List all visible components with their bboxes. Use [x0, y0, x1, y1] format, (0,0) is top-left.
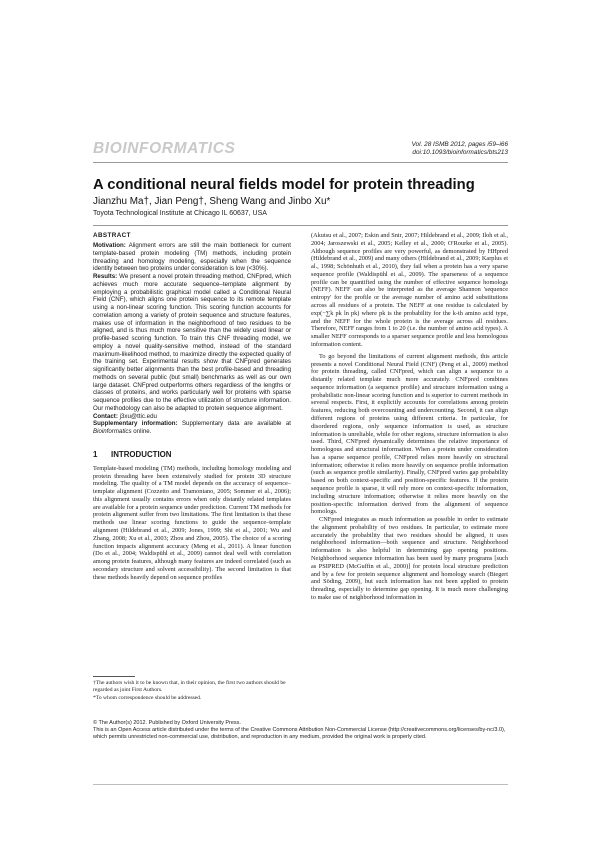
- results-text: We present a novel protein threading method, CNFpred, which achieves much more accurate sequence–template alignment by employing a probabilistic graphical model called a Conditional Neural Field (CNF), which aligns one protein sequence to its remote template using a non-linear scoring function. This scoring function accounts for correlation among a variety of protein sequence and structure features, makes use of information in the neighborhood of two residues to be aligned, and is thus much more sensitive than the widely used linear or profile-based scoring function. To train this CNF threading model, we employ a novel quality-sensitive method, instead of the standard maximum-likelihood method, to maximize directly the expected quality of the training set. Experimental results show that CNFpred generates significantly better alignments than the best profile-based and threading methods on several public (but small) benchmarks as well as our own large dataset. CNFpred outperforms others regardless of the lengths or classes of proteins, and works particularly well for proteins with sparse sequence profiles due to the effective utilization of structure information. Our methodology can also be adapted to protein sequence alignment.: [93, 273, 291, 412]
- supplementary-journal: Bioinformatics: [93, 428, 132, 435]
- section-title: INTRODUCTION: [111, 449, 172, 459]
- header-rule: [93, 162, 508, 163]
- doi-line: doi:10.1093/bioinformatics/bts213: [412, 149, 508, 157]
- section-number: 1: [93, 449, 98, 459]
- right-paragraph-3: CNFpred integrates as much information as possible in order to estimate the alignment probability of two residues. In particular, to estimate more accurately the probability that two residues should be aligned, it uses neighborhood information—both sequence and structure. Neighborhood information is also helpful in determining gap opening positions. Neighborhood sequence information has been used by many programs [such as PSIPRED (McGuffin et al., 2000)] for protein local structure prediction and by a few for protein sequence alignment and homology search (Biegert and Söding, 2009), but such information has not been applied to protein threading, especially to determine gap opening. It is much more challenging to make use of neighborhood information in: [311, 516, 508, 601]
- copyright-line: © The Author(s) 2012. Published by Oxford University Press.: [93, 720, 241, 726]
- abstract-results: [93, 273, 291, 413]
- license-block: [93, 720, 508, 742]
- abstract-supplementary: [93, 420, 291, 436]
- volume-info: [404, 141, 508, 158]
- supplementary-end: online.: [131, 428, 152, 435]
- abstract-heading: ABSTRACT: [93, 232, 131, 239]
- abstract-motivation: [93, 242, 291, 273]
- right-column: [311, 232, 508, 704]
- right-paragraph-continued: (Akutsu et al., 2007; Eskin and Snir, 2007; Hildebrand et al., 2009; Iloh et al., 2004; Jaroszewski et al., 2005; Kelley et al., 2000; O'Rourke et al., 2005). Although sequence profiles are very powerful, as demonstrated by HHpred (Hildebrand et al., 2009) and many others (Hildebrand et al., 2009; Karplus et al., 1998; Schönhuth et al., 2010), they fail when a protein has a very sparse sequence profile (Waldispühl et al., 2009). The sparseness of a sequence profile can be quantified using the number of effective sequence homologs (NEFF). NEFF can also be interpreted as the average Shannon 'sequence entropy' for the profile or the average number of amino acid substitutions across all residues of a protein. The NEFF at one residue is calculated by exp(−∑k pk ln pk) where pk is the probability for the k-th amino acid type, and the NEFF for the whole protein is the average across all residues. Therefore, NEFF ranges from 1 to 20 (i.e. the number of amino acid types). A smaller NEFF corresponds to a sparser sequence profile and less homologous information content.: [311, 232, 508, 348]
- right-paragraph-2: To go beyond the limitations of current alignment methods, this article presents a novel Conditional Neural Field (CNF) (Peng et al., 2009) method for protein threading, called CNFpred, which can align a sequence to a distantly related template much more accurately. CNFpred combines sequence information (a sequence profile) and structure information using a probabilistic non-linear scoring function and is superior to current methods in several respects. First, it explicitly accounts for correlations among protein features, reducing both overcounting and undercounting. Second, it can align different regions of proteins using different criteria. In particular, for disordered regions, only sequence information is used, as structure information is unreliable, while for other regions, structure information is also used. Third, CNFpred dynamically determines the relative importance of homologous and structural information. When a protein under consideration has a sparse sequence profile, CNFpred relies more heavily on structural information; otherwise it relies more heavily on sequence profile information (such as sequence profile similarity). Finally, CNFpred varies gap probability based on both context-specific and position-specific features. If the protein sequence profile is sparse, it will rely more on context-specific information, including structure information; otherwise it relies more heavily on the position-specific information derived from the alignment of sequence homologs.: [311, 352, 508, 516]
- footnote-joint-authors: †The authors wish it to be known that, in their opinion, the first two authors should be regarded as joint First Authors.: [93, 680, 286, 693]
- results-label: Results:: [93, 273, 118, 280]
- section-heading-introduction: [93, 450, 291, 459]
- abstract-contact: [93, 413, 291, 421]
- paper-title: A conditional neural fields model for protein threading: [93, 177, 475, 193]
- motivation-label: Motivation:: [93, 242, 126, 249]
- title-rule: [93, 225, 508, 226]
- supplementary-label: Supplementary information:: [93, 420, 178, 428]
- footnotes: [93, 680, 291, 703]
- bottom-rule: [93, 784, 508, 785]
- motivation-text: Alignment errors are still the main bottleneck for current template-based protein modeling (TM) methods, including protein threading and homology modeling, especially when the sequence identity between two proteins under consideration is low (<30%).: [93, 242, 291, 273]
- supplementary-text: Supplementary data are available at: [177, 420, 291, 428]
- volume-line: Vol. 28 ISMB 2012, pages i59–i66: [411, 141, 508, 148]
- left-column: [93, 232, 291, 662]
- contact-email: j3xu@ttic.edu: [117, 412, 157, 420]
- license-text: This is an Open Access article distributed under the terms of the Creative Commons Attribution Non-Commercial License (http://creativecommons.org/licenses/by-nc/3.0), which permits unrestricted non-commercial use, distribution, and reproduction in any medium, provided the original work is properly cited.: [93, 727, 506, 741]
- footnote-rule: [93, 676, 135, 677]
- footnote-correspondence: *To whom correspondence should be addressed.: [93, 695, 202, 701]
- journal-name: BIOINFORMATICS: [93, 140, 236, 157]
- affiliation: Toyota Technological Institute at Chicago IL 60637, USA: [93, 210, 267, 217]
- author-list: Jianzhu Ma†, Jian Peng†, Sheng Wang and Jinbo Xu*: [93, 196, 331, 207]
- intro-paragraph-1: Template-based modeling (TM) methods, including homology modeling and protein threading have been extensively studied for protein 3D structure modeling. The quality of a TM model depends on the accuracy of sequence–template alignment (Cozzetto and Tramontano, 2005; Sommer et al., 2006); this alignment usually contains errors when only distantly related templates are available for a protein sequence under prediction. Current TM methods for protein alignment suffer from two limitations. The first limitation is that these methods use linear scoring functions to guide the sequence–template alignment (Hildebrand et al., 2009; Jones, 1999; Shi et al., 2001; Wu and Zhang, 2008; Xu et al., 2003; Zhou and Zhou, 2005). The choice of a scoring function impacts alignment accuracy (Meng et al., 2011). A linear function (Do et al., 2004; Waldispühl et al., 2009) cannot deal well with correlation among protein features, although many features are indeed correlated (such as secondary structure and solvent accessibility). The second limitation is that these methods heavily depend on sequence profiles: [93, 464, 291, 581]
- contact-label: Contact:: [93, 412, 118, 420]
